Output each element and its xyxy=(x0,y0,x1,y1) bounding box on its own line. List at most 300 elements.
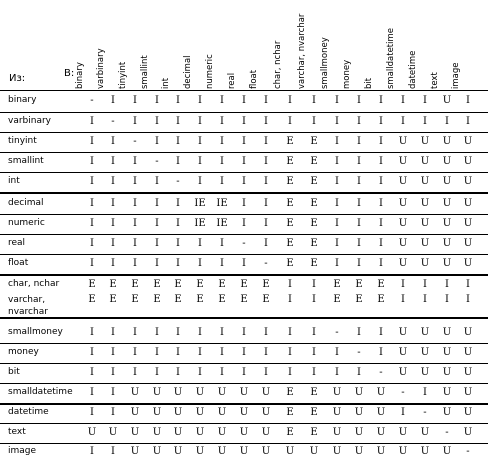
table-cell: U xyxy=(463,347,473,358)
table-cell: I xyxy=(401,95,405,106)
table-cell: U xyxy=(442,198,452,209)
table-cell: U xyxy=(420,176,430,187)
column-header-label: numeric xyxy=(205,54,215,89)
table-cell: U xyxy=(173,446,183,457)
column-header-label: bit xyxy=(364,77,374,89)
table-cell: I xyxy=(357,176,361,187)
table-cell: I xyxy=(133,367,137,378)
table-cell: E xyxy=(355,279,363,290)
table-cell: E xyxy=(310,136,318,147)
table-cell: E xyxy=(109,279,117,290)
table-cell: E xyxy=(286,198,294,209)
table-cell: U xyxy=(239,427,249,438)
table-cell: I xyxy=(242,116,246,127)
table-cell: I xyxy=(198,238,202,249)
table-cell: U xyxy=(420,327,430,338)
table-cell: I xyxy=(133,347,137,358)
table-cell: I xyxy=(220,238,224,249)
column-header-label: smalldatetime xyxy=(386,27,396,89)
table-cell: U xyxy=(130,446,140,457)
table-cell: I xyxy=(379,116,383,127)
table-cell: I xyxy=(335,218,339,229)
table-cell: U xyxy=(261,387,271,398)
table-cell: I xyxy=(133,218,137,229)
table-cell: I xyxy=(176,95,180,106)
table-cell: I xyxy=(335,95,339,106)
table-cell: U xyxy=(398,238,408,249)
table-cell: U xyxy=(442,156,452,167)
table-cell: I xyxy=(379,238,383,249)
row-divider xyxy=(0,132,488,133)
table-cell: U xyxy=(442,347,452,358)
table-cell: U xyxy=(108,427,118,438)
table-cell: I xyxy=(90,387,94,398)
table-cell: I xyxy=(423,294,427,305)
table-cell: U xyxy=(442,327,452,338)
table-cell: E xyxy=(286,407,294,418)
table-cell: I xyxy=(220,116,224,127)
table-cell: I xyxy=(264,95,268,106)
table-cell: I xyxy=(198,327,202,338)
from-label: Из: xyxy=(9,73,26,84)
table-cell: U xyxy=(420,218,430,229)
row-header: char, nchar xyxy=(8,279,60,289)
table-cell: E xyxy=(286,176,294,187)
table-cell: I xyxy=(111,198,115,209)
table-cell: U xyxy=(420,238,430,249)
table-cell: I xyxy=(111,136,115,147)
table-cell: U xyxy=(217,387,227,398)
row-header: int xyxy=(8,176,20,186)
row-header: numeric xyxy=(8,218,45,228)
table-cell: E xyxy=(174,279,182,290)
table-cell: I xyxy=(155,218,159,229)
table-cell: I xyxy=(423,387,427,398)
table-cell: E xyxy=(196,279,204,290)
table-cell: E xyxy=(310,198,318,209)
table-cell: I xyxy=(111,258,115,269)
table-cell: U xyxy=(195,446,205,457)
row-divider xyxy=(0,363,488,364)
table-cell: U xyxy=(309,446,319,457)
table-cell: E xyxy=(310,156,318,167)
table-cell: - xyxy=(379,367,383,378)
table-cell: I xyxy=(176,327,180,338)
table-cell: U xyxy=(376,446,386,457)
table-cell: E xyxy=(109,294,117,305)
table-cell: I xyxy=(264,238,268,249)
row-divider xyxy=(0,172,488,173)
column-header-label: binary xyxy=(75,62,85,89)
table-cell: I xyxy=(220,258,224,269)
table-cell: U xyxy=(420,446,430,457)
table-cell: - xyxy=(423,407,427,418)
table-cell: U xyxy=(463,367,473,378)
table-cell: I xyxy=(242,218,246,229)
table-cell: U xyxy=(173,387,183,398)
row-header: datetime xyxy=(8,407,49,417)
table-cell: I xyxy=(335,156,339,167)
table-cell: I xyxy=(401,279,405,290)
table-cell: U xyxy=(217,407,227,418)
table-cell: U xyxy=(152,427,162,438)
table-cell: I xyxy=(357,156,361,167)
table-cell: I xyxy=(242,198,246,209)
table-cell: E xyxy=(218,294,226,305)
to-label: В: xyxy=(64,68,75,79)
table-cell: E xyxy=(262,279,270,290)
table-cell: I xyxy=(198,156,202,167)
table-cell: I xyxy=(155,367,159,378)
table-cell: U xyxy=(398,446,408,457)
table-cell: E xyxy=(310,238,318,249)
table-cell: I xyxy=(111,156,115,167)
table-cell: U xyxy=(442,258,452,269)
table-cell: U xyxy=(442,218,452,229)
table-cell: U xyxy=(420,198,430,209)
table-cell: U xyxy=(442,95,452,106)
table-cell: U xyxy=(195,427,205,438)
table-cell: I xyxy=(155,136,159,147)
table-cell: I xyxy=(90,136,94,147)
row-divider xyxy=(0,152,488,153)
table-cell: I xyxy=(335,198,339,209)
table-cell: I xyxy=(220,367,224,378)
table-cell: I xyxy=(133,258,137,269)
table-cell: I xyxy=(357,238,361,249)
table-cell: I xyxy=(288,367,292,378)
table-cell: I xyxy=(90,347,94,358)
table-cell: I xyxy=(379,95,383,106)
row-divider xyxy=(0,423,488,424)
table-cell: I xyxy=(220,347,224,358)
table-cell: I xyxy=(90,327,94,338)
table-cell: E xyxy=(262,294,270,305)
table-cell: U xyxy=(173,407,183,418)
table-cell: U xyxy=(87,427,97,438)
table-cell: I xyxy=(264,116,268,127)
table-cell: I xyxy=(198,176,202,187)
table-cell: I xyxy=(335,116,339,127)
column-header-label: tinyint xyxy=(118,61,128,89)
table-cell: I xyxy=(176,116,180,127)
table-cell: E xyxy=(153,279,161,290)
table-cell: E xyxy=(286,156,294,167)
table-cell: I xyxy=(90,446,94,457)
column-header-label: float xyxy=(249,69,259,89)
row-header: tinyint xyxy=(8,136,37,146)
table-cell: U xyxy=(261,446,271,457)
table-cell: I xyxy=(111,347,115,358)
table-cell: U xyxy=(463,218,473,229)
table-cell: I xyxy=(379,156,383,167)
table-cell: U xyxy=(463,136,473,147)
table-cell: I xyxy=(220,156,224,167)
table-cell: I xyxy=(312,95,316,106)
table-cell: E xyxy=(174,294,182,305)
table-cell: I xyxy=(242,327,246,338)
table-cell: E xyxy=(240,279,248,290)
table-cell: I xyxy=(357,258,361,269)
table-cell: U xyxy=(239,387,249,398)
table-cell: I xyxy=(401,116,405,127)
table-cell: I xyxy=(133,176,137,187)
table-cell: U xyxy=(442,136,452,147)
table-cell: I xyxy=(288,116,292,127)
row-header: bit xyxy=(8,367,20,377)
table-cell: E xyxy=(355,294,363,305)
table-cell: I xyxy=(312,116,316,127)
table-cell: I xyxy=(111,407,115,418)
table-cell: I xyxy=(357,136,361,147)
table-cell: U xyxy=(463,156,473,167)
table-cell: I xyxy=(401,407,405,418)
table-cell: I xyxy=(445,279,449,290)
row-header: binary xyxy=(8,95,37,105)
table-cell: I xyxy=(466,95,470,106)
table-cell: I xyxy=(176,238,180,249)
table-cell: U xyxy=(332,387,342,398)
table-cell: U xyxy=(152,407,162,418)
table-cell: I xyxy=(176,136,180,147)
table-cell: I xyxy=(312,347,316,358)
table-cell: U xyxy=(376,427,386,438)
table-cell: I xyxy=(111,387,115,398)
table-cell: I xyxy=(198,347,202,358)
table-cell: I xyxy=(90,198,94,209)
table-cell: E xyxy=(310,218,318,229)
row-divider xyxy=(0,343,488,344)
table-cell: U xyxy=(152,446,162,457)
table-cell: I xyxy=(264,367,268,378)
table-cell: I xyxy=(357,198,361,209)
column-header-label: real xyxy=(227,72,237,89)
table-cell: - xyxy=(264,258,268,269)
table-cell: E xyxy=(286,218,294,229)
table-cell: - xyxy=(155,156,159,167)
column-header-label: smallint xyxy=(140,55,150,89)
table-cell: - xyxy=(401,387,405,398)
table-cell: U xyxy=(332,407,342,418)
table-cell: U xyxy=(152,387,162,398)
table-cell: I xyxy=(155,116,159,127)
table-cell: I xyxy=(176,156,180,167)
table-cell: I xyxy=(90,238,94,249)
table-cell: E xyxy=(286,136,294,147)
table-cell: U xyxy=(261,407,271,418)
row-header: decimal xyxy=(8,198,44,208)
table-cell: I xyxy=(312,279,316,290)
table-cell: U xyxy=(217,427,227,438)
table-cell: I xyxy=(133,95,137,106)
table-cell: I xyxy=(423,116,427,127)
table-cell: I xyxy=(220,136,224,147)
table-cell: U xyxy=(239,446,249,457)
table-cell: U xyxy=(398,347,408,358)
row-divider xyxy=(0,214,488,215)
table-cell: IE xyxy=(216,198,228,209)
table-cell: U xyxy=(398,218,408,229)
row-divider xyxy=(0,234,488,235)
row-header: smallint xyxy=(8,156,44,166)
table-cell: I xyxy=(264,136,268,147)
table-cell: E xyxy=(286,258,294,269)
table-cell: I xyxy=(379,258,383,269)
table-cell: E xyxy=(310,387,318,398)
table-cell: I xyxy=(90,258,94,269)
table-cell: U xyxy=(398,156,408,167)
table-cell: I xyxy=(288,347,292,358)
table-cell: U xyxy=(285,446,295,457)
table-cell: I xyxy=(466,294,470,305)
table-cell: I xyxy=(155,238,159,249)
table-cell: I xyxy=(242,95,246,106)
table-cell: I xyxy=(155,327,159,338)
table-cell: I xyxy=(242,258,246,269)
table-cell: I xyxy=(242,367,246,378)
table-cell: I xyxy=(379,176,383,187)
table-cell: U xyxy=(239,407,249,418)
table-cell: I xyxy=(312,367,316,378)
table-cell: U xyxy=(420,427,430,438)
table-cell: U xyxy=(463,327,473,338)
table-cell: U xyxy=(354,427,364,438)
table-cell: E xyxy=(131,294,139,305)
table-cell: U xyxy=(354,387,364,398)
table-cell: U xyxy=(354,407,364,418)
table-cell: I xyxy=(357,327,361,338)
table-cell: U xyxy=(442,446,452,457)
table-cell: U xyxy=(332,427,342,438)
row-divider xyxy=(0,90,488,91)
table-cell: I xyxy=(155,95,159,106)
table-cell: E xyxy=(377,279,385,290)
table-cell: - xyxy=(445,427,449,438)
row-divider xyxy=(0,403,488,405)
table-cell: I xyxy=(264,156,268,167)
table-cell: - xyxy=(335,327,339,338)
table-cell: - xyxy=(176,176,180,187)
table-cell: I xyxy=(288,294,292,305)
table-cell: - xyxy=(133,136,137,147)
table-cell: I xyxy=(423,95,427,106)
row-divider xyxy=(0,317,488,319)
table-cell: IE xyxy=(194,198,206,209)
table-cell: E xyxy=(333,279,341,290)
row-divider xyxy=(0,443,488,444)
table-cell: I xyxy=(198,116,202,127)
table-cell: U xyxy=(376,387,386,398)
table-cell: U xyxy=(130,407,140,418)
table-cell: I xyxy=(198,95,202,106)
table-cell: I xyxy=(264,347,268,358)
table-cell: I xyxy=(379,347,383,358)
table-cell: U xyxy=(130,427,140,438)
table-cell: U xyxy=(398,198,408,209)
table-cell: U xyxy=(442,387,452,398)
table-cell: I xyxy=(220,95,224,106)
table-cell: E xyxy=(310,176,318,187)
row-header: image xyxy=(8,446,37,456)
table-cell: I xyxy=(335,258,339,269)
table-cell: E xyxy=(377,294,385,305)
table-cell: I xyxy=(242,176,246,187)
table-cell: I xyxy=(379,218,383,229)
row-divider xyxy=(0,254,488,255)
column-header-label: money xyxy=(342,59,352,89)
table-cell: I xyxy=(379,136,383,147)
table-cell: I xyxy=(176,347,180,358)
table-cell: E xyxy=(196,294,204,305)
table-cell: I xyxy=(357,367,361,378)
table-cell: I xyxy=(155,258,159,269)
table-cell: I xyxy=(335,136,339,147)
table-cell: I xyxy=(133,116,137,127)
table-cell: I xyxy=(155,198,159,209)
table-cell: I xyxy=(111,238,115,249)
row-divider xyxy=(0,274,488,276)
column-header-label: varbinary xyxy=(96,48,106,89)
table-cell: I xyxy=(335,347,339,358)
row-header: money xyxy=(8,347,39,357)
table-cell: I xyxy=(90,367,94,378)
table-cell: U xyxy=(130,387,140,398)
table-cell: I xyxy=(335,367,339,378)
table-cell: I xyxy=(264,327,268,338)
table-cell: U xyxy=(442,176,452,187)
table-cell: I xyxy=(176,198,180,209)
table-cell: U xyxy=(398,176,408,187)
table-cell: I xyxy=(111,176,115,187)
table-cell: I xyxy=(288,327,292,338)
table-cell: I xyxy=(379,198,383,209)
table-cell: I xyxy=(90,176,94,187)
column-header-label: decimal xyxy=(183,55,193,89)
table-cell: I xyxy=(445,116,449,127)
table-cell: U xyxy=(195,407,205,418)
row-header: float xyxy=(8,258,29,268)
table-cell: E xyxy=(310,427,318,438)
table-cell: E xyxy=(286,387,294,398)
table-cell: U xyxy=(420,347,430,358)
table-cell: U xyxy=(420,136,430,147)
table-cell: I xyxy=(242,347,246,358)
table-cell: U xyxy=(376,407,386,418)
table-cell: E xyxy=(286,238,294,249)
table-cell: IE xyxy=(194,218,206,229)
table-cell: I xyxy=(220,176,224,187)
table-cell: E xyxy=(131,279,139,290)
table-cell: E xyxy=(286,427,294,438)
table-cell: U xyxy=(463,238,473,249)
table-cell: U xyxy=(463,407,473,418)
table-cell: I xyxy=(423,279,427,290)
table-cell: I xyxy=(111,95,115,106)
table-cell: U xyxy=(420,156,430,167)
table-cell: U xyxy=(420,258,430,269)
table-cell: I xyxy=(466,116,470,127)
table-cell: I xyxy=(176,367,180,378)
table-cell: I xyxy=(133,238,137,249)
table-cell: U xyxy=(173,427,183,438)
table-cell: I xyxy=(111,446,115,457)
table-cell: U xyxy=(398,367,408,378)
table-cell: I xyxy=(288,95,292,106)
table-cell: I xyxy=(357,218,361,229)
table-cell: E xyxy=(333,294,341,305)
table-cell: - xyxy=(466,446,470,457)
table-cell: - xyxy=(357,347,361,358)
